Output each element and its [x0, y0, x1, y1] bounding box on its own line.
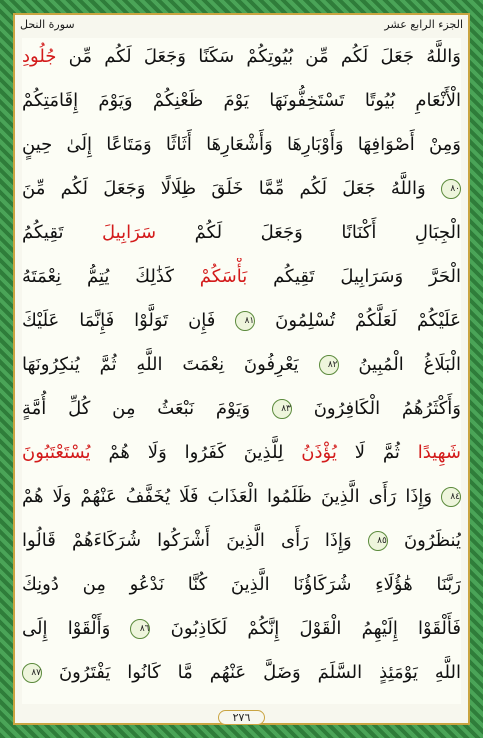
highlighted-word: شَهِيدًا	[417, 442, 461, 463]
page-header	[20, 16, 463, 32]
page-footer	[0, 708, 483, 726]
verse-text: الْحَرَّ وَسَرَابِيلَ تَقِيكُم	[247, 266, 461, 287]
verse-text: وَإِذَا رَأَى الَّذِينَ ظَلَمُوا الْعَذَابَ فَلَا يُخَفَّفُ عَنْهُمْ وَلَا هُمْ	[22, 486, 441, 507]
text-line	[22, 126, 461, 163]
highlighted-word: سَرَابِيلَ	[102, 222, 157, 243]
verse-text: يُنظَرُونَ	[387, 530, 461, 551]
highlighted-word: بَأْسَكُمْ	[199, 266, 248, 287]
verse-text: تَقِيكُمُ	[22, 222, 103, 243]
verse-text: فَإِن تَوَلَّوْا فَإِنَّمَا عَلَيْكَ	[22, 310, 236, 331]
ayah-number-marker: ٨٥	[368, 531, 388, 551]
text-line	[22, 478, 461, 515]
verse-text: الْبَلَاغُ الْمُبِينُ	[338, 354, 461, 375]
text-line	[22, 654, 461, 691]
verse-text: وَإِذَا رَأَى الَّذِينَ أَشْرَكُوا شُرَكَاءَهُمْ قَالُوا	[22, 530, 368, 551]
highlighted-word: يُؤْذَنُ	[301, 442, 337, 463]
verse-text: يَعْرِفُونَ نِعْمَتَ اللَّهِ ثُمَّ يُنكِرُونَهَا	[22, 354, 319, 375]
text-line	[22, 170, 461, 207]
verse-text: كَذَٰلِكَ يُتِمُّ نِعْمَتَهُ	[22, 266, 200, 287]
text-line	[22, 214, 461, 251]
surah-label: سورة النحل	[20, 17, 75, 31]
verse-text: وَأَكْثَرُهُمُ الْكَافِرُونَ	[291, 398, 461, 419]
ayah-number-marker: ٨٤	[441, 487, 461, 507]
verse-text: رَبَّنَا هَٰؤُلَاءِ شُرَكَاؤُنَا الَّذِينَ كُنَّا نَدْعُو مِن دُونِكَ	[22, 574, 461, 595]
text-line	[22, 346, 461, 383]
text-line	[22, 610, 461, 647]
verse-text: وَاللَّهُ جَعَلَ لَكُم مِّمَّا خَلَقَ ظِلَالًا وَجَعَلَ لَكُم مِّنَ	[22, 178, 441, 199]
highlighted-word: جُلُودِ	[22, 46, 57, 67]
verse-text: ثُمَّ لَا	[336, 442, 418, 463]
verse-text: عَلَيْكُمْ لَعَلَّكُمْ تُسْلِمُونَ	[255, 310, 461, 331]
verse-text: فَأَلْقَوْا إِلَيْهِمُ الْقَوْلَ إِنَّكُمْ لَكَاذِبُونَ	[150, 618, 461, 639]
text-line	[22, 522, 461, 559]
ayah-number-marker: ٨٢	[319, 355, 339, 375]
highlighted-word: يُسْتَعْتَبُونَ	[22, 442, 91, 463]
verse-text: لِلَّذِينَ كَفَرُوا وَلَا هُمْ	[90, 442, 302, 463]
text-line	[22, 82, 461, 119]
verse-text: وَأَلْقَوْا إِلَى	[22, 618, 131, 639]
page-number: ٢٧٦	[218, 710, 266, 725]
text-line	[22, 434, 461, 471]
text-line	[22, 302, 461, 339]
ayah-number-marker: ٨١	[235, 311, 255, 331]
verse-text: اللَّهِ يَوْمَئِذٍ السَّلَمَ وَضَلَّ عَنْهُم مَّا كَانُوا يَفْتَرُونَ	[42, 662, 461, 683]
verse-text: وَيَوْمَ نَبْعَثُ مِن كُلِّ أُمَّةٍ	[22, 398, 272, 419]
juz-label: الجزء الرابع عشر	[384, 17, 463, 31]
ayah-number-marker: ٨٦	[130, 619, 150, 639]
text-line	[22, 566, 461, 603]
verse-text: وَمِنْ أَصْوَافِهَا وَأَوْبَارِهَا وَأَشْعَارِهَا أَثَاثًا وَمَتَاعًا إِلَىٰ حِينٍ	[22, 134, 461, 155]
text-line	[22, 258, 461, 295]
ayah-number-marker: ٨٠	[441, 179, 461, 199]
verse-text: وَاللَّهُ جَعَلَ لَكُم مِّن بُيُوتِكُمْ سَكَنًا وَجَعَلَ لَكُم مِّن	[56, 46, 461, 67]
ayah-number-marker: ٨٣	[272, 399, 292, 419]
verse-text: الْجِبَالِ أَكْنَانًا وَجَعَلَ لَكُمْ	[156, 222, 461, 243]
ayah-number-marker: ٨٧	[22, 663, 42, 683]
quran-text-area	[22, 38, 461, 704]
text-line	[22, 38, 461, 75]
text-line	[22, 390, 461, 427]
verse-text: الْأَنْعَامِ بُيُوتًا تَسْتَخِفُّونَهَا يَوْمَ ظَعْنِكُمْ وَيَوْمَ إِقَامَتِكُمْ	[22, 90, 461, 111]
